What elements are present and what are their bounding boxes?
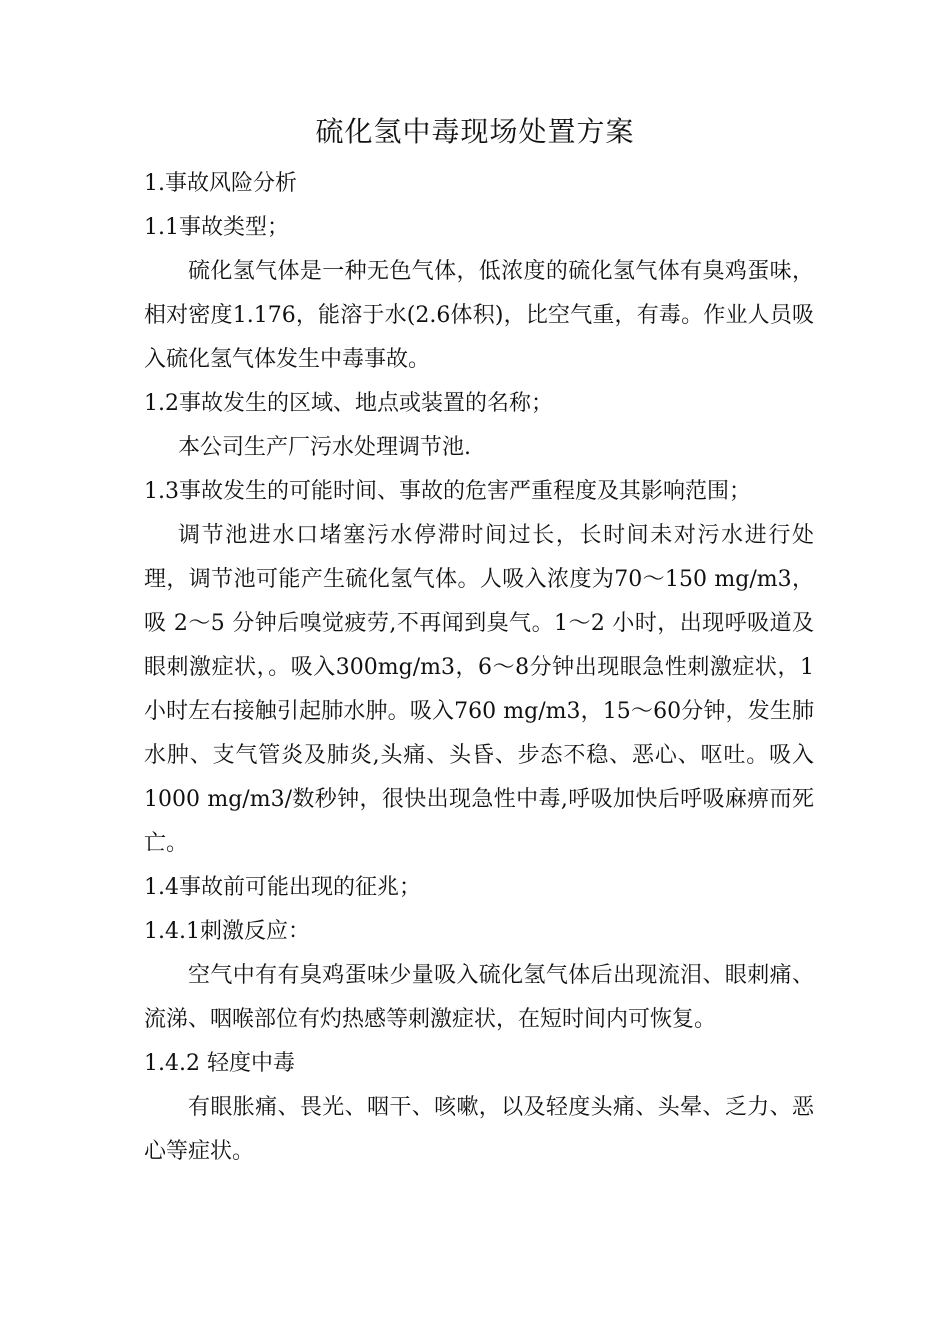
section-heading-1-4-1: 1.4.1刺激反应：	[144, 919, 310, 944]
document-title: 硫化氢中毒现场处置方案	[315, 115, 635, 148]
document-body	[144, 162, 814, 1174]
paragraph-hazard-severity: 调节池进水口堵塞污水停滞时间过长，长时间未对污水进行处理，调节池可能产生硫化氢气体。人吸入浓度为70～150 mg/m3，吸 2～5 分钟后嗅觉疲劳,不再闻到臭气。1～2 小时，出现呼吸道及眼刺激症状，。吸入300mg/m3，6～8分钟出现眼急性刺激症状，1小时左右接触引起肺水肿。吸入760 mg/m3，15～60分钟，发生肺水肿、支气管炎及肺炎,头痛、头昏、步态不稳、恶心、呕吐。吸入 1000 mg/m3/数秒钟，很快出现急性中毒,呼吸加快后呼吸麻痹而死亡。	[144, 523, 814, 856]
section-heading-1-3: 1.3事故发生的可能时间、事故的危害严重程度及其影响范围；	[144, 479, 751, 504]
section-heading-1-4-2: 1.4.2 轻度中毒	[144, 1051, 295, 1076]
section-heading-1-4: 1.4事故前可能出现的征兆；	[144, 875, 421, 900]
paragraph-accident-type: 硫化氢气体是一种无色气体，低浓度的硫化氢气体有臭鸡蛋味，相对密度1.176，能溶于水(2.6体积)，比空气重，有毒。作业人员吸入硫化氢气体发生中毒事故。	[144, 259, 814, 372]
paragraph-irritation: 空气中有有臭鸡蛋味少量吸入硫化氢气体后出现流泪、眼刺痛、流涕、咽喉部位有灼热感等刺激症状，在短时间内可恢复。	[144, 963, 814, 1032]
paragraph-mild-poisoning: 有眼胀痛、畏光、咽干、咳嗽，以及轻度头痛、头晕、乏力、恶心等症状。	[144, 1095, 814, 1164]
section-heading-1: 1.事故风险分析	[144, 171, 297, 196]
section-heading-1-1: 1.1事故类型；	[144, 215, 289, 240]
paragraph-location: 本公司生产厂污水处理调节池.	[178, 435, 471, 460]
section-heading-1-2: 1.2事故发生的区域、地点或装置的名称；	[144, 391, 553, 416]
